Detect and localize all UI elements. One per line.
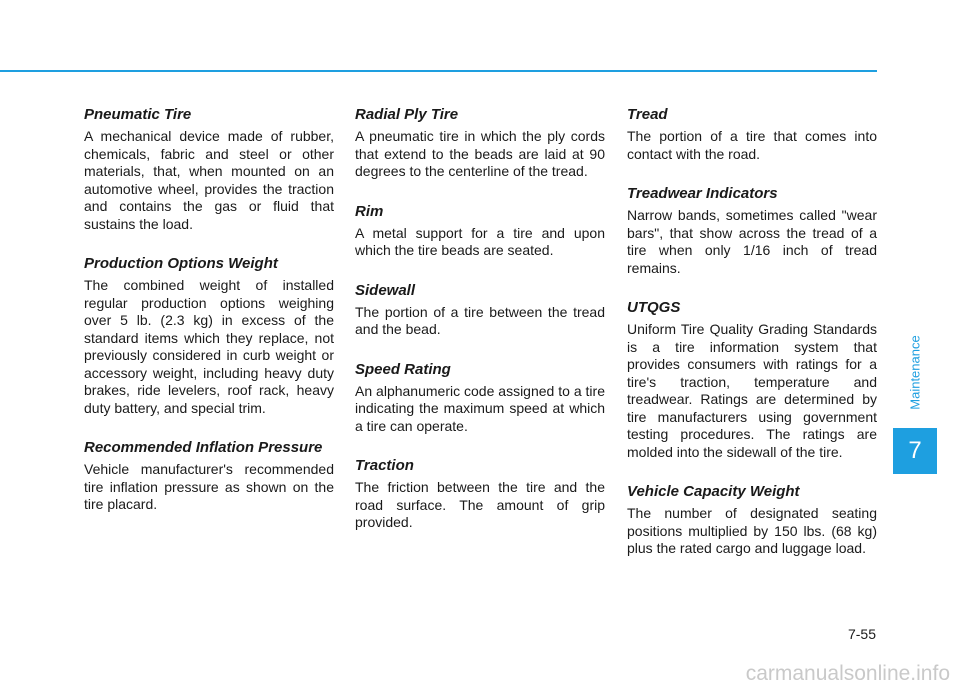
watermark: carmanualsonline.info [745, 662, 950, 685]
glossary-column-2 [355, 106, 605, 554]
glossary-term: Recommended Inflation Pressure [84, 439, 323, 456]
chapter-number-badge: 7 [893, 428, 937, 474]
glossary-term: Sidewall [355, 281, 416, 299]
glossary-entry [627, 483, 877, 558]
glossary-entry [84, 255, 334, 417]
glossary-definition: Uniform Tire Quality Grading Standards is a tire information system that provides consumers with ratings for a tire's traction, temperature and treadwear. Ratings are determined by tire manufacturers using government testing procedures. The ratings are molded into the sidewall of the tire. [627, 321, 877, 460]
glossary-term: Tread [627, 106, 668, 123]
glossary-entry [84, 106, 334, 233]
glossary-definition: A metal support for a tire and upon which the tire beads are seated. [355, 224, 605, 258]
glossary-entry [627, 106, 877, 163]
glossary-term: Vehicle Capacity Weight [627, 483, 800, 500]
glossary-entry [627, 299, 877, 461]
glossary-definition: The friction between the tire and the road surface. The amount of grip provided. [355, 479, 605, 530]
glossary-term: UTQGS [627, 299, 681, 316]
glossary-column-3 [627, 106, 877, 580]
side-tab-label [893, 320, 937, 424]
glossary-entry [355, 282, 605, 339]
glossary-term: Rim [355, 202, 384, 220]
glossary-term: Production Options Weight [84, 255, 278, 272]
glossary-definition: Narrow bands, sometimes called "wear bars", that show across the tread of a tire when only 1/16 inch of tread remains. [627, 207, 877, 276]
glossary-entry [627, 185, 877, 277]
glossary-definition: A pneumatic tire in which the ply cords that extend to the beads are laid at 90 degrees to the centerline of the tread. [355, 128, 605, 179]
glossary-definition: The number of designated seating positions multiplied by 150 lbs. (68 kg) plus the rated cargo and luggage load. [627, 505, 877, 556]
glossary-term: Pneumatic Tire [84, 106, 192, 123]
glossary-entry [84, 439, 334, 514]
glossary-definition: The portion of a tire that comes into contact with the road. [627, 128, 877, 162]
page-number: 7-55 [847, 626, 876, 642]
glossary-column-1 [84, 106, 334, 536]
glossary-term: Treadwear Indicators [627, 185, 778, 202]
glossary-term: Radial Ply Tire [355, 106, 459, 123]
glossary-entry [355, 203, 605, 260]
glossary-definition: An alphanumeric code assigned to a tire indicating the maximum speed at which a tire can operate. [355, 382, 605, 434]
glossary-entry [355, 457, 605, 532]
glossary-term: Traction [355, 457, 414, 474]
glossary-entry [355, 106, 605, 181]
glossary-entry [355, 361, 605, 436]
header-rule [0, 70, 877, 72]
side-tab-label-text: Maintenance [907, 334, 923, 410]
chapter-side-tab[interactable] [893, 320, 937, 474]
glossary-definition: A mechanical device made of rubber, chemicals, fabric and steel or other materials, that, when mounted on an automotive wheel, provides the traction and contains the gas or fluid that sustains the load. [84, 128, 334, 232]
glossary-definition: The combined weight of installed regular production options weighing over 5 lb. (2.3 kg) in excess of the standard items which they replace, not previously considered in curb weight or accessory weight, including heavy duty brakes, ride levelers, roof rack, heavy duty battery, and special trim. [84, 277, 334, 416]
glossary-definition: Vehicle manufacturer's recommended tire inflation pressure as shown on the tire placard. [84, 461, 334, 512]
glossary-definition: The portion of a tire between the tread and the bead. [355, 303, 605, 337]
glossary-term: Speed Rating [355, 360, 451, 378]
